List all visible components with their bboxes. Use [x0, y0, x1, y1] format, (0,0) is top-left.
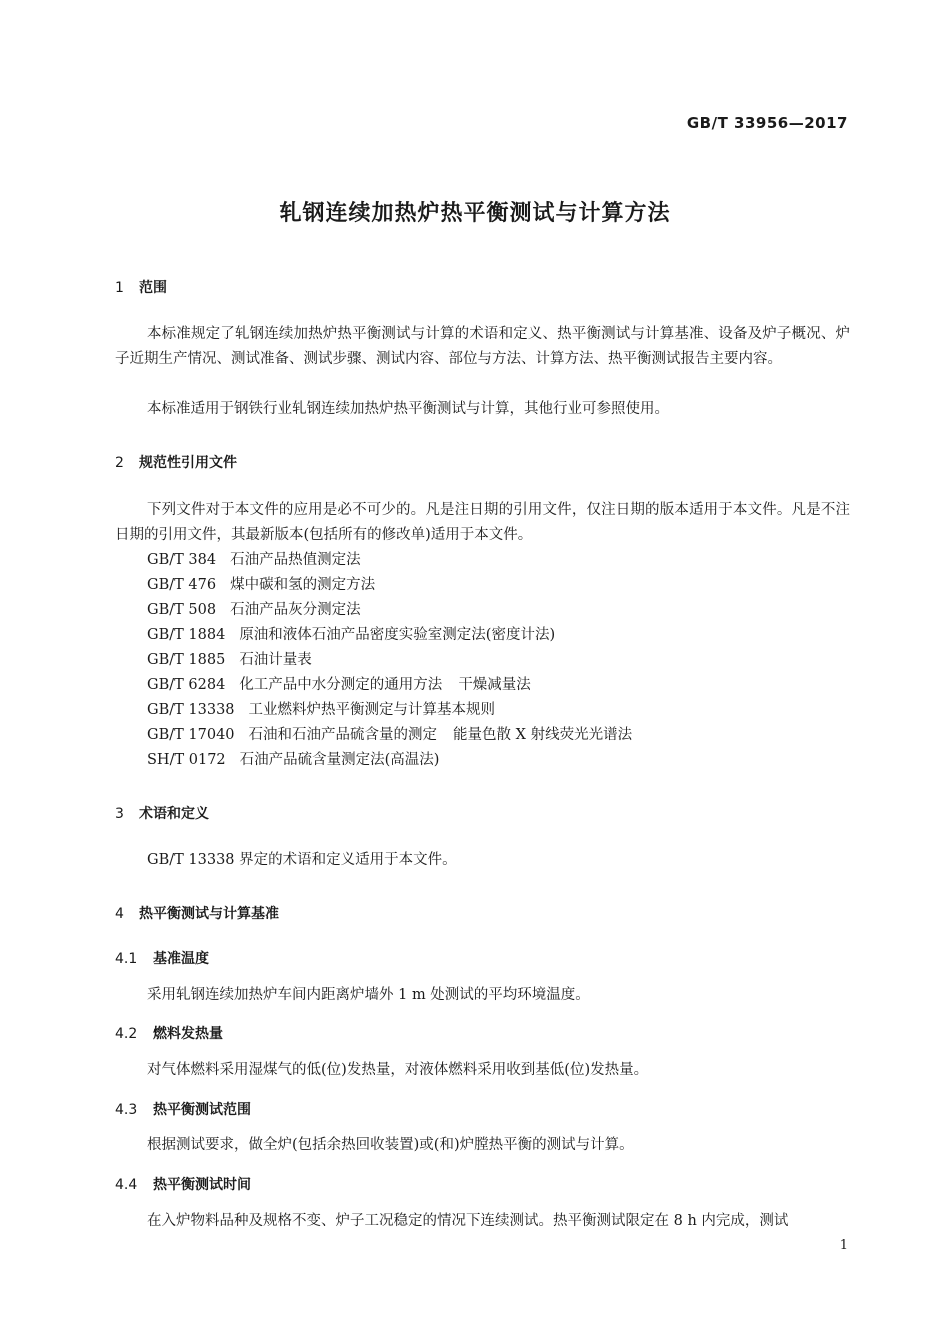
- reference-code: GB/T 508: [147, 602, 217, 618]
- reference-item: [147, 673, 632, 698]
- subsection-title: 基准温度: [153, 951, 209, 967]
- section-title: 范围: [139, 280, 167, 296]
- reference-title: 石油产品热值测定法: [230, 552, 361, 568]
- section-2-heading: [115, 452, 237, 472]
- section-number: 4: [115, 906, 124, 922]
- document-title: 轧钢连续加热炉热平衡测试与计算方法: [279, 201, 671, 226]
- subsection-title: 热平衡测试时间: [153, 1177, 251, 1193]
- reference-code: GB/T 1885: [147, 652, 226, 668]
- reference-subtitle: 干燥减量法: [458, 677, 531, 693]
- reference-title: 煤中碳和氢的测定方法: [230, 577, 376, 593]
- reference-item: [147, 623, 632, 648]
- reference-code: GB/T 1884: [147, 627, 226, 643]
- reference-title: 石油计量表: [239, 652, 312, 668]
- section-number: 1: [115, 280, 124, 296]
- reference-item: [147, 748, 632, 773]
- subsection-4-3-heading: [115, 1099, 251, 1119]
- reference-title: 原油和液体石油产品密度实验室测定法(密度计法): [239, 627, 556, 643]
- reference-title: 工业燃料炉热平衡测定与计算基本规则: [248, 702, 496, 718]
- subsection-number: 4.3: [115, 1102, 138, 1118]
- normative-reference-list: [147, 548, 632, 773]
- subsection-4-4-paragraph: 在入炉物料品种及规格不变、炉子工况稳定的情况下连续测试。热平衡测试限定在 8 h 内完成，测试: [147, 1213, 789, 1229]
- subsection-number: 4.2: [115, 1026, 138, 1042]
- subsection-4-2-heading: [115, 1023, 223, 1043]
- reference-item: [147, 598, 632, 623]
- section-4-heading: [115, 903, 279, 923]
- reference-code: GB/T 13338: [147, 702, 235, 718]
- reference-title: 化工产品中水分测定的通用方法: [239, 677, 443, 693]
- subsection-4-3-paragraph: 根据测试要求，做全炉(包括余热回收装置)或(和)炉膛热平衡的测试与计算。: [147, 1137, 634, 1153]
- reference-item: [147, 573, 632, 598]
- reference-title: 石油产品灰分测定法: [230, 602, 361, 618]
- reference-code: SH/T 0172: [147, 752, 226, 768]
- reference-title: 石油和石油产品硫含量的测定: [248, 727, 438, 743]
- reference-item: [147, 723, 632, 748]
- section-1-paragraph-2: 本标准适用于钢铁行业轧钢连续加热炉热平衡测试与计算，其他行业可参照使用。: [147, 401, 669, 417]
- reference-title: 石油产品硫含量测定法(高温法): [239, 752, 440, 768]
- section-number: 3: [115, 806, 124, 822]
- section-2-paragraph-1: 下列文件对于本文件的应用是必不可少的。凡是注日期的引用文件，仅注日期的版本适用于本文件。凡是不注日期的引用文件，其最新版本(包括所有的修改单)适用于本文件。: [115, 502, 850, 543]
- subsection-title: 热平衡测试范围: [153, 1102, 251, 1118]
- subsection-4-4-heading: [115, 1174, 251, 1194]
- subsection-number: 4.1: [115, 951, 138, 967]
- section-3-paragraph-1: GB/T 13338 界定的术语和定义适用于本文件。: [147, 852, 457, 868]
- section-title: 热平衡测试与计算基准: [139, 906, 279, 922]
- reference-item: [147, 648, 632, 673]
- standard-code: GB/T 33956—2017: [686, 114, 848, 132]
- section-1-heading: [115, 277, 167, 297]
- subsection-4-1-paragraph: 采用轧钢连续加热炉车间内距离炉墙外 1 m 处测试的平均环境温度。: [147, 987, 590, 1003]
- subsection-4-1-heading: [115, 948, 209, 968]
- section-3-heading: [115, 803, 209, 823]
- reference-code: GB/T 476: [147, 577, 217, 593]
- reference-code: GB/T 6284: [147, 677, 226, 693]
- page-number: 1: [839, 1238, 848, 1253]
- reference-item: [147, 698, 632, 723]
- subsection-title: 燃料发热量: [153, 1026, 223, 1042]
- section-number: 2: [115, 455, 124, 471]
- section-title: 规范性引用文件: [139, 455, 237, 471]
- reference-subtitle: 能量色散 X 射线荧光光谱法: [453, 727, 633, 743]
- reference-code: GB/T 384: [147, 552, 217, 568]
- reference-code: GB/T 17040: [147, 727, 235, 743]
- subsection-4-2-paragraph: 对气体燃料采用湿煤气的低(位)发热量，对液体燃料采用收到基低(位)发热量。: [147, 1062, 649, 1078]
- section-title: 术语和定义: [139, 806, 209, 822]
- section-1-paragraph-1: 本标准规定了轧钢连续加热炉热平衡测试与计算的术语和定义、热平衡测试与计算基准、设备及炉子概况、炉子近期生产情况、测试准备、测试步骤、测试内容、部位与方法、计算方法、热平衡测试报告主要内容。: [115, 326, 850, 367]
- reference-item: [147, 548, 632, 573]
- subsection-number: 4.4: [115, 1177, 138, 1193]
